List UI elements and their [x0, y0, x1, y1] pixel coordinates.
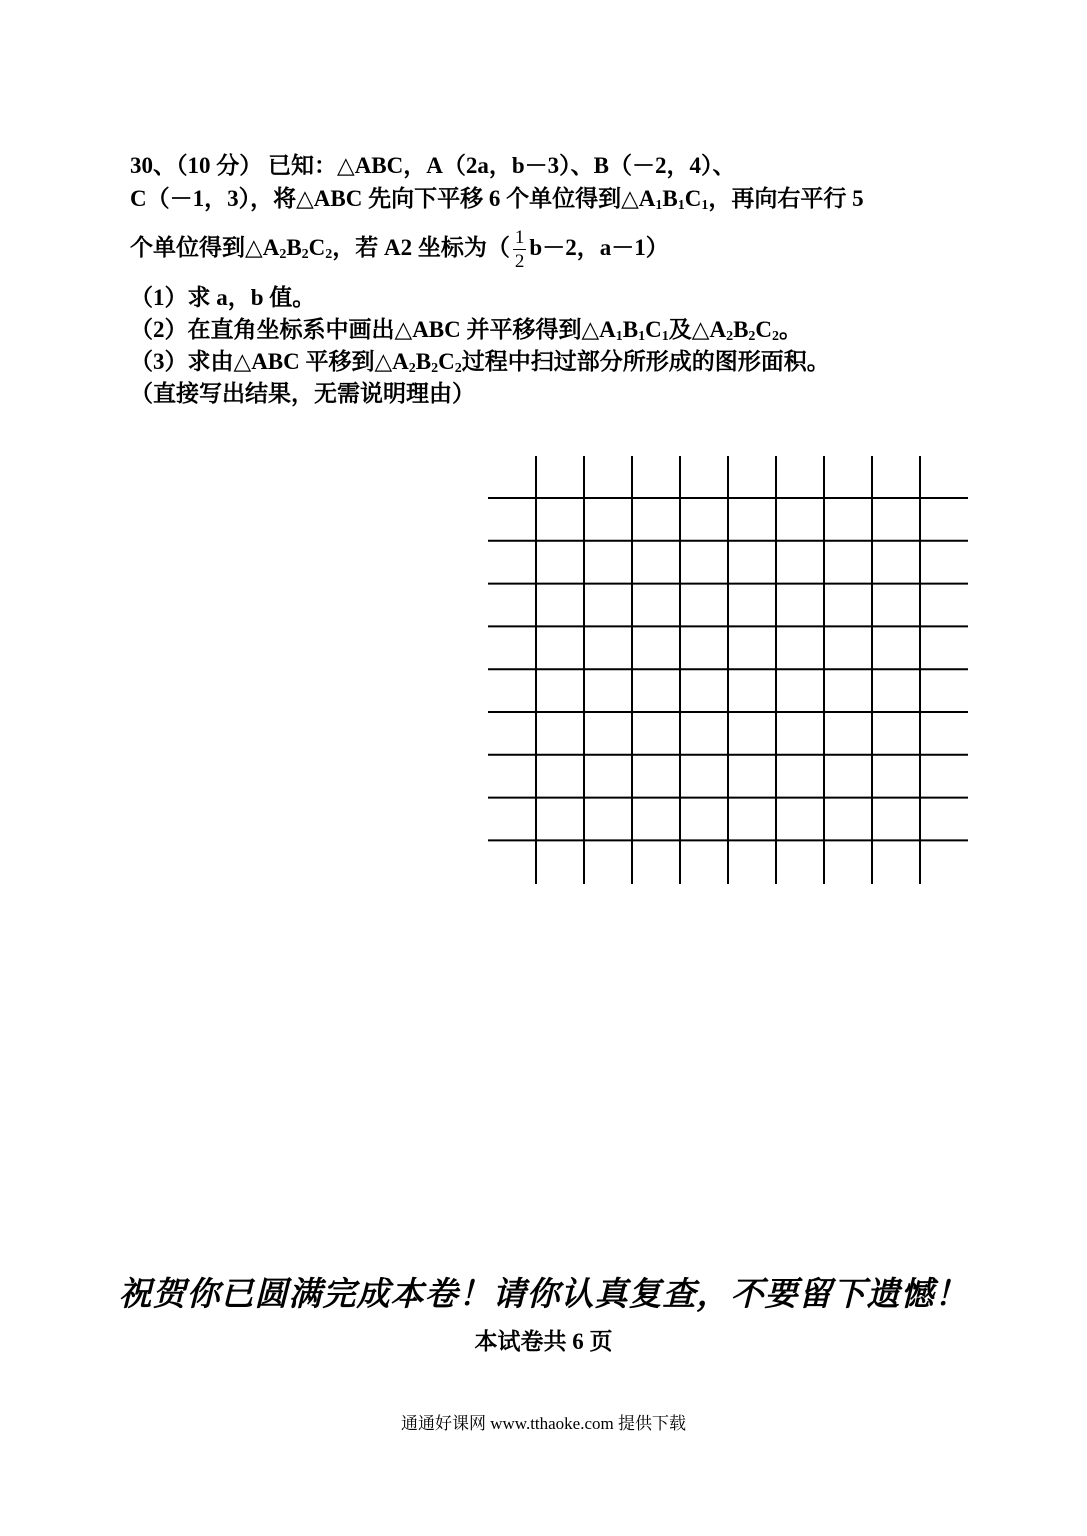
part3-text-a: （3）求由△ABC 平移到△A [130, 349, 409, 374]
part2-sub-c1: 1 [661, 329, 669, 344]
part2-sub-b1: 1 [638, 329, 646, 344]
line3-text-d: ，若 A2 坐标为（ [332, 234, 510, 260]
part2-sub-c2: 2 [772, 329, 780, 344]
part2-text-g: 。 [779, 317, 803, 342]
line2-text-a: C（－1，3），将△ABC 先向下平移 6 个单位得到△A [130, 186, 656, 211]
question-line-1-text: 30、（10 分） 已知：△ABC，A（2a，b－3）、B（－2，4）、 [130, 153, 736, 178]
line3-text-c: C [308, 234, 326, 260]
page-count: 本试卷共 6 页 [474, 1329, 613, 1354]
part3-sub-b2: 2 [431, 361, 439, 376]
fraction-numerator: 1 [514, 227, 525, 248]
part2-text-f: C [755, 317, 773, 342]
line2-text-b: B [662, 186, 678, 211]
part3-text-b: B [415, 349, 432, 374]
fraction-denominator: 2 [514, 251, 525, 272]
part2-sub-a1: 1 [615, 329, 623, 344]
closing-message: 祝贺你已圆满完成本卷！请你认真复查，不要留下遗憾！ [118, 1277, 969, 1313]
part3-sub-a2: 2 [408, 361, 416, 376]
part2-text-c: C [645, 317, 662, 342]
line2-text-c: C [684, 186, 702, 211]
line3-sub-a2: 2 [279, 246, 287, 262]
part2-text-d: 及△A [668, 317, 727, 342]
line2-text-d: ，再向右平行 5 [708, 186, 864, 211]
part3-sub-c2: 2 [454, 361, 462, 376]
line3-text-a: 个单位得到△A [130, 234, 280, 260]
part2-text-a: （2）在直角坐标系中画出△ABC 并平移得到△A [130, 317, 616, 342]
note-text: （直接写出结果，无需说明理由） [130, 381, 475, 406]
part3-text-c: C [438, 349, 455, 374]
part1-text: （1）求 a，b 值。 [130, 285, 316, 310]
part2-sub-a2: 2 [726, 329, 734, 344]
line3-sub-b2: 2 [301, 246, 309, 262]
line3-text-b: B [286, 234, 302, 260]
part3-text-d: 过程中扫过部分所形成的图形面积。 [461, 349, 830, 374]
line3-sub-c2: 2 [325, 246, 333, 262]
part2-sub-b2: 2 [748, 329, 756, 344]
line2-sub-a1: 1 [655, 198, 663, 213]
line3-text-e: b－2，a－1） [529, 234, 669, 260]
site-footer: 通通好课网 www.tthaoke.com 提供下载 [400, 1414, 687, 1433]
part2-text-b: B [622, 317, 639, 342]
line2-sub-c1: 1 [701, 198, 709, 213]
part2-text-e: B [733, 317, 749, 342]
line2-sub-b1: 1 [677, 198, 685, 213]
